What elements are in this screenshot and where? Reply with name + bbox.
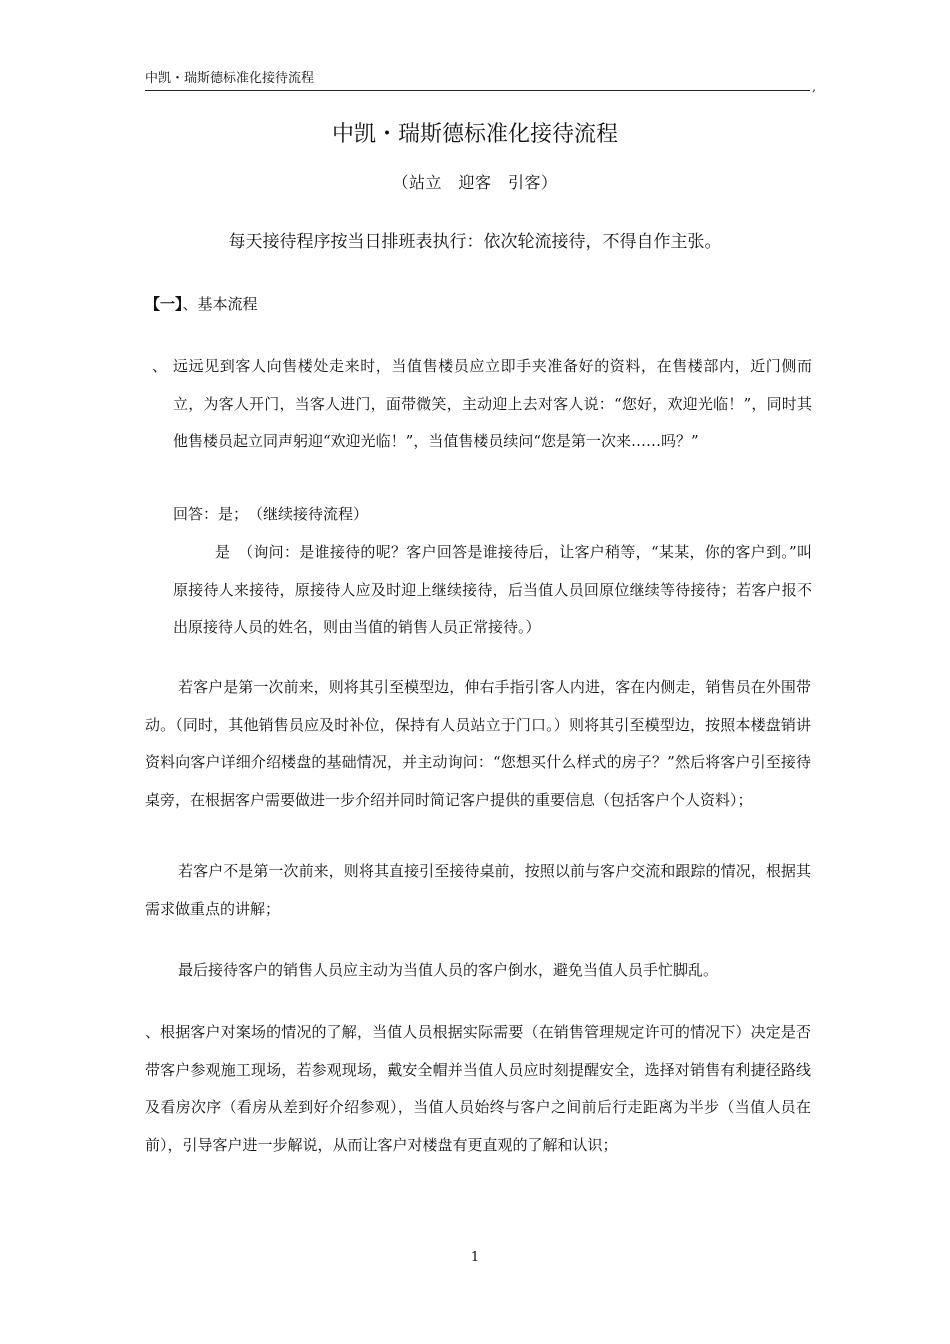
running-header-title: 中凯・瑞斯德标准化接待流程: [145, 71, 315, 86]
list-item-greeting: [152, 348, 812, 461]
section-title: 、基本流程: [182, 295, 258, 313]
page-number: 1: [470, 1250, 480, 1265]
list-item-text: 远远见到客人向售楼处走来时，当值售楼员应立即手夹准备好的资料，在售楼部内，近门侧而立，为客人开门，当客人进门，面带微笑，主动迎上去对客人说：“您好，欢迎光临！”，同时其他售楼员起立同声躬迎“欢迎光临！”，当值售楼员续问“您是第一次来……吗？”: [173, 357, 812, 450]
section-heading: [145, 292, 258, 316]
answer-yes-paragraph: [173, 534, 812, 647]
paragraph-return-visit: 若客户不是第一次前来，则将其直接引至接待桌前，按照以前与客户交流和跟踪的情况，根据其需求做重点的讲解；: [145, 862, 811, 918]
list-item-site-visit: 、根据客户对案场的情况的了解，当值人员根据实际需要（在销售管理规定许可的情况下）决定是否带客户参观施工现场，若参观现场，戴安全帽并当值人员应时刻提醒安全，选择对销售有利捷径路线及看房次序（看房从差到好介绍参观），当值人员始终与客户之间前后行走距离为半步（当值人员在前），引导客户进一步解说，从而让客户对楼盘有更直观的了解和认识；: [145, 1023, 811, 1154]
document-subtitle: （站立 迎客 引客）: [392, 173, 558, 192]
answer-line: 回答：是； （继续接待流程）: [173, 505, 369, 523]
header-mark: ,: [812, 80, 816, 94]
answer-yes-text: （询问：是谁接待的呢？客户回答是谁接待后，让客户稍等，“某某，你的客户到。”叫原接待人来接待，原接待人应及时迎上继续接待，后当值人员回原位继续等待接待；若客户报不出原接待人员的姓名，则由当值的销售人员正常接待。）: [173, 543, 812, 636]
paragraph-water: 最后接待客户的销售人员应主动为当值人员的客户倒水，避免当值人员手忙脚乱。: [178, 961, 719, 979]
paragraph-first-visit: 若客户是第一次前来，则将其引至模型边，伸右手指引客人内进，客在内侧走，销售员在外围带动。（同时，其他销售员应及时补位，保持有人员站立于门口。）则将其引至模型边，按照本楼盘销讲资料向客户详细介绍楼盘的基础情况，并主动询问：“您想买什么样式的房子？”然后将客户引至接待桌旁，在根据客户需要做进一步介绍并同时简记客户提供的重要信息（包括客户个人资料）；: [145, 678, 811, 809]
answer-yes-label: 是: [215, 543, 231, 561]
running-header: [145, 70, 816, 94]
list-marker: 、: [152, 357, 168, 375]
document-title: 中凯・瑞斯德标准化接待流程: [331, 122, 618, 147]
intro-statement: 每天接待程序按当日排班表执行：依次轮流接待，不得自作主张。: [228, 232, 722, 252]
section-number: 【一】: [145, 295, 183, 313]
